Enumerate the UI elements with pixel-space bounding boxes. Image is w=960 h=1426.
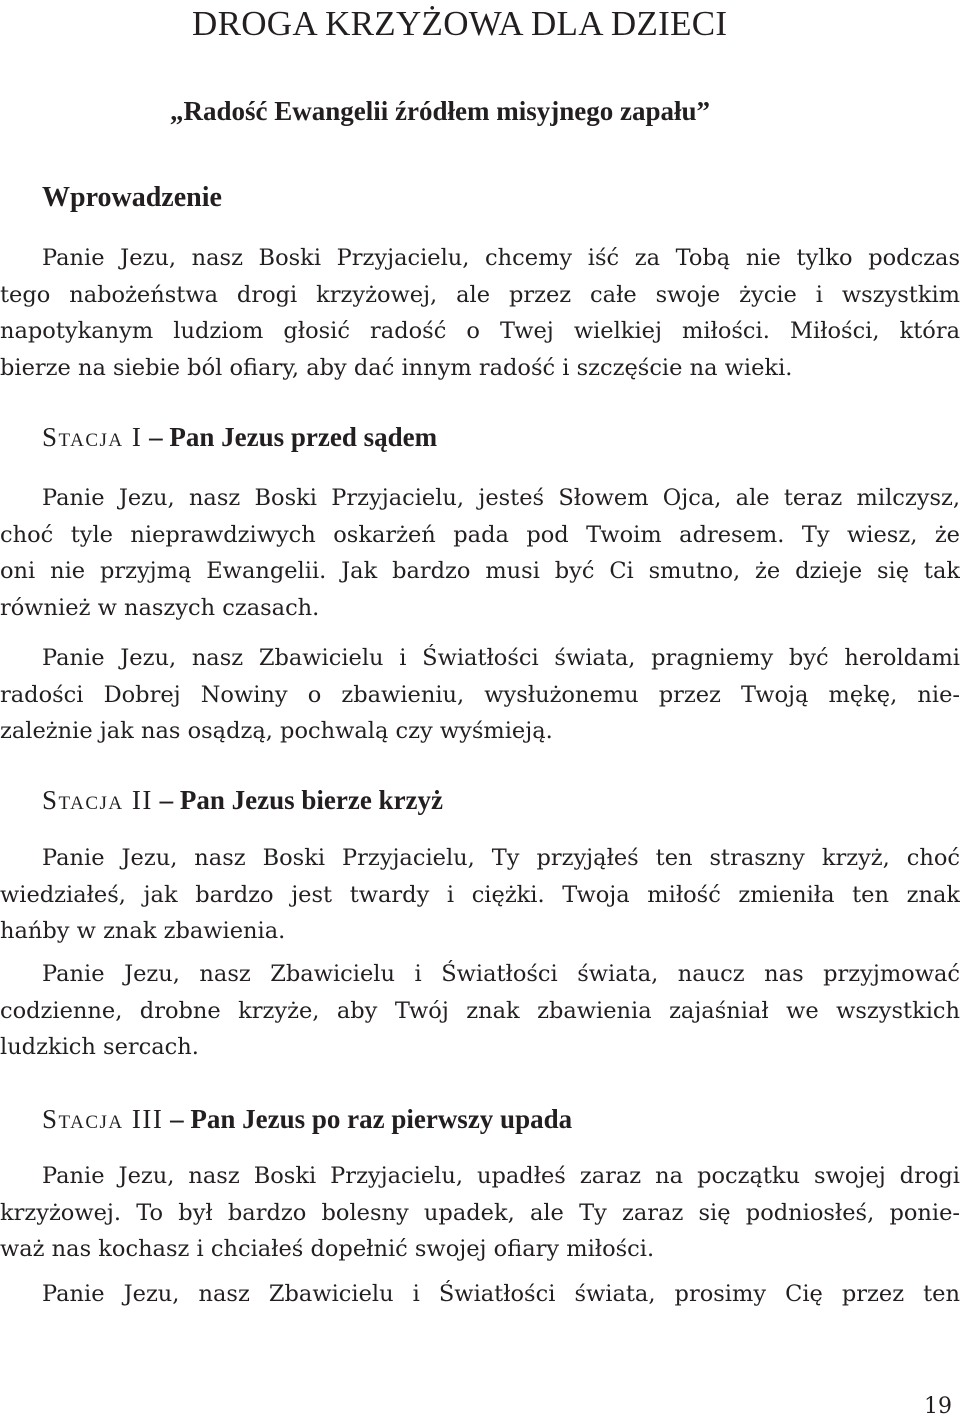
station-dash: – [149,422,163,452]
document-title: DROGA KRZYŻOWA DLA DZIECI [192,4,728,43]
text-line: bierze na siebie ból ofiary, aby dać innym radość i szczęście na wieki. [0,354,793,381]
station-number: Stacja III [42,1104,164,1134]
text-line: również w naszych czasach. [0,594,320,621]
text-line: oni nie przyjmą Ewangelii. Jak bardzo musi być Ci smutno, że dzieje się tak [0,558,960,584]
document-subtitle: „Radość Ewangelii źródłem misyjnego zapału” [170,96,710,126]
text-line: radości Dobrej Nowiny o zbawieniu, wysłużonemu przez Twoją mękę, nie- [0,681,960,708]
station-name: Pan Jezus bierze krzyż [179,785,444,815]
station-1-heading [42,422,437,453]
station-3-heading [42,1104,572,1135]
intro-paragraph [0,240,960,386]
text-line: zależnie jak nas osądzą, pochwalą czy wyśmieją. [0,718,553,744]
station-1-paragraph-1 [0,480,960,626]
station-dash: – [159,785,174,815]
text-line: napotykanym ludziom głosić radość o Twej wielkiej miłości. Miłości, która [0,318,960,344]
text-line: wiedziałeś, jak bardzo jest twardy i ciężki. Twoja miłość zmieniła ten znak [0,881,960,908]
text-line: Panie Jezu, nasz Zbawicielu i Światłości świata, pragniemy być heroldami [42,645,960,671]
text-line: choć tyle nieprawdziwych oskarżeń pada pod Twoim adresem. Ty wiesz, że [0,521,960,548]
text-line: Panie Jezu, nasz Boski Przyjacielu, chcemy iść za Tobą nie tylko podczas [42,245,960,271]
station-1-paragraph-2 [0,640,960,750]
intro-heading: Wprowadzenie [42,182,222,213]
station-2-paragraph-2 [0,956,960,1066]
station-2-paragraph-1 [0,840,960,950]
page-number: 19 [924,1394,952,1419]
station-dash: – [170,1104,184,1134]
station-number: Stacja I [42,422,143,452]
text-line: Panie Jezu, nasz Boski Przyjacielu, upadłeś zaraz na początku swojej drogi [42,1163,960,1189]
text-line: waż nas kochasz i chciałeś dopełnić swojej ofiary miłości. [0,1236,655,1262]
station-3-paragraph-1 [0,1158,960,1268]
text-line: codzienne, drobne krzyże, aby Twój znak zbawienia zajaśniał we wszystkich [0,997,960,1024]
station-2-heading [42,785,443,816]
text-line: Panie Jezu, nasz Boski Przyjacielu, jesteś Słowem Ojca, ale teraz milczysz, [42,485,960,511]
text-line: Panie Jezu, nasz Boski Przyjacielu, Ty przyjąłeś ten straszny krzyż, choć [42,845,960,871]
station-number: Stacja II [42,785,153,815]
text-line: ludzkich sercach. [0,1034,199,1060]
station-name: Pan Jezus po raz pierwszy upada [190,1104,573,1134]
text-line: Panie Jezu, nasz Zbawicielu i Światłości świata, prosimy Cię przez ten [42,1281,960,1307]
text-line: tego nabożeństwa drogi krzyżowej, ale przez całe swoje życie i wszystkim [0,281,960,308]
text-line: krzyżowej. To był bardzo bolesny upadek, ale Ty zaraz się podniosłeś, ponie- [0,1199,960,1226]
station-3-paragraph-2 [0,1276,960,1313]
text-line: hańby w znak zbawienia. [0,918,286,944]
text-line: Panie Jezu, nasz Zbawicielu i Światłości świata, naucz nas przyjmować [42,961,960,987]
station-name: Pan Jezus przed sądem [169,422,438,452]
